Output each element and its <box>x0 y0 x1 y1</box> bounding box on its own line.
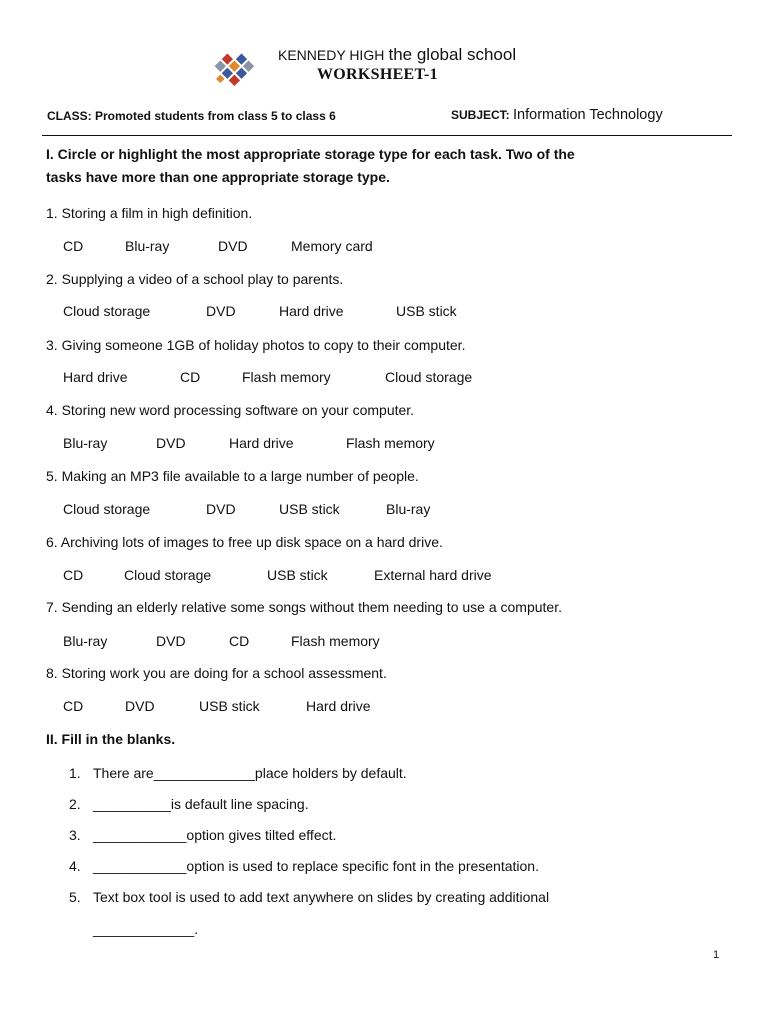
option[interactable]: Blu-ray <box>63 435 108 451</box>
question-7: 7. Sending an elderly relative some songs without them needing to use a computer. <box>46 599 562 615</box>
option[interactable]: CD <box>63 567 84 583</box>
school-name <box>278 45 516 65</box>
option[interactable]: CD <box>63 698 84 714</box>
option[interactable]: DVD <box>206 303 236 319</box>
option[interactable]: Flash memory <box>346 435 435 451</box>
question-6-options <box>63 567 492 583</box>
item-text: ____________option gives tilted effect. <box>93 827 337 843</box>
option[interactable]: Cloud storage <box>63 501 151 517</box>
question-2: 2. Supplying a video of a school play to parents. <box>46 271 344 287</box>
question-3-options <box>63 369 472 385</box>
question-2-options <box>63 303 457 319</box>
option[interactable]: Hard drive <box>306 698 371 714</box>
question-3: 3. Giving someone 1GB of holiday photos to copy to their computer. <box>46 337 466 353</box>
option[interactable]: CD <box>229 633 250 649</box>
question-7-options <box>63 633 380 649</box>
list-item <box>69 796 549 827</box>
subject-label: SUBJECT: <box>451 108 510 122</box>
school-name-part2: the global school <box>388 45 517 64</box>
question-4-options <box>63 435 435 451</box>
option[interactable]: Flash memory <box>291 633 380 649</box>
item-number: 2. <box>69 796 81 812</box>
option[interactable]: Cloud storage <box>124 567 212 583</box>
list-item <box>69 889 549 949</box>
option[interactable]: Blu-ray <box>386 501 431 517</box>
option[interactable]: Cloud storage <box>63 303 151 319</box>
option[interactable]: DVD <box>156 435 186 451</box>
option[interactable]: DVD <box>206 501 236 517</box>
option[interactable]: DVD <box>156 633 186 649</box>
item-text: There are_____________place holders by default. <box>93 765 407 781</box>
worksheet-title: WORKSHEET-1 <box>317 66 438 83</box>
list-item <box>69 827 549 858</box>
question-5-options <box>63 501 430 517</box>
option[interactable]: External hard drive <box>374 567 492 583</box>
school-logo <box>212 48 254 90</box>
option[interactable]: USB stick <box>279 501 340 517</box>
class-info: CLASS: Promoted students from class 5 to class 6 <box>47 109 336 123</box>
option[interactable]: Hard drive <box>63 369 128 385</box>
option[interactable]: Flash memory <box>242 369 331 385</box>
item-text-block <box>93 889 549 949</box>
list-item <box>69 858 549 889</box>
item-number: 4. <box>69 858 81 874</box>
fill-blanks-list <box>69 765 549 949</box>
page-number: 1 <box>713 949 720 961</box>
subject-value: Information Technology <box>513 107 663 123</box>
section1-heading-line1: I. Circle or highlight the most appropriate storage type for each task. Two of the <box>46 146 575 162</box>
list-item <box>69 765 549 796</box>
option[interactable]: USB stick <box>267 567 328 583</box>
item-text: Text box tool is used to add text anywhere on slides by creating additional <box>93 889 550 905</box>
question-8-options <box>63 698 371 714</box>
section2-heading: II. Fill in the blanks. <box>46 731 176 747</box>
item-text: ____________option is used to replace specific font in the presentation. <box>93 858 539 874</box>
item-text-continuation: _____________. <box>93 921 199 937</box>
option[interactable]: CD <box>180 369 201 385</box>
question-4: 4. Storing new word processing software on your computer. <box>46 402 415 418</box>
option[interactable]: USB stick <box>199 698 260 714</box>
option[interactable]: Hard drive <box>229 435 294 451</box>
question-6: 6. Archiving lots of images to free up disk space on a hard drive. <box>46 534 443 550</box>
option[interactable]: Cloud storage <box>385 369 473 385</box>
section1-heading-line2: tasks have more than one appropriate storage type. <box>46 169 390 185</box>
question-5: 5. Making an MP3 file available to a large number of people. <box>46 468 419 484</box>
option[interactable]: Memory card <box>291 238 373 254</box>
school-name-part1: KENNEDY HIGH <box>278 47 385 63</box>
option[interactable]: USB stick <box>396 303 457 319</box>
option[interactable]: Blu-ray <box>125 238 170 254</box>
section1-heading <box>46 143 575 189</box>
option[interactable]: Blu-ray <box>63 633 108 649</box>
item-text: __________is default line spacing. <box>93 796 309 812</box>
option[interactable]: DVD <box>125 698 155 714</box>
option[interactable]: CD <box>63 238 84 254</box>
option[interactable]: Hard drive <box>279 303 344 319</box>
option[interactable]: DVD <box>218 238 248 254</box>
question-1-options <box>63 238 373 254</box>
item-number: 5. <box>69 889 81 905</box>
header-divider <box>42 135 732 136</box>
item-number: 1. <box>69 765 81 781</box>
subject-info <box>451 107 663 123</box>
item-number: 3. <box>69 827 81 843</box>
question-8: 8. Storing work you are doing for a school assessment. <box>46 665 387 681</box>
question-1: 1. Storing a film in high definition. <box>46 205 253 221</box>
